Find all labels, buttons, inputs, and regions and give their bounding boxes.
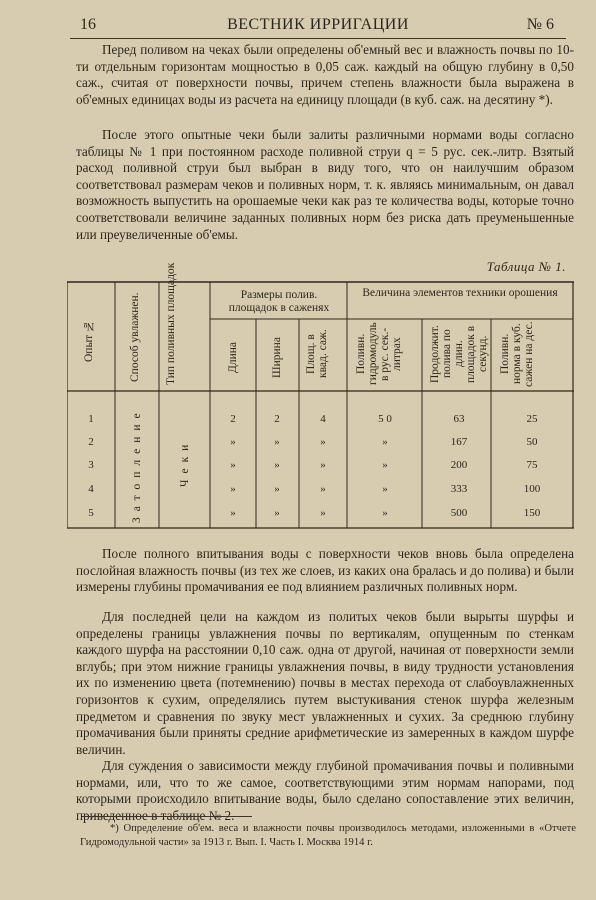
cell-hydromodule-1: 5 0 [378,413,392,425]
table-caption: Таблица № 1. [486,259,566,274]
issue-number: № 6 [526,16,554,33]
cell-area-4: » [320,483,326,495]
header-plot-sizes: Размеры полив. площадок в саженях [228,289,330,314]
paragraph-3: После полного впитывания воды с поверхности чеков вновь была определена послойная влажность почвы (из тех же слоев, из каких она бралась и до полива) и были измерены глубины промачивания ее под влиянием различных поливных норм. [76,546,574,595]
cell-norm-5: 150 [523,507,541,519]
cell-n-1: 1 [88,413,94,425]
header-length: Длина [227,342,239,374]
cell-length-1: 2 [230,413,236,425]
cell-hydromodule-5: » [382,507,388,519]
paragraph-4: Для последней цели на каждом из политых чеков были вырыты шурфы и определены границы увлажнения почвы по вертикалям, опущенным по стенкам каждого шурфа на расстоянии 0,10 саж. одна от другой, начиная от поверхности земли вглубь; при этом нижние границы увлажнения почвы, в виду трудности установления их по изменению цвета (потемнению) почвы в местах перехода от слабоувлажненных горизонтов к сухим, определялись путем выстукивания стенок шурфа железным предметом и сравнения по звуку мест увлажненных и сухих. За среднюю глубину промачивания были приняты средние арифметические из замеренных в каждом шурфе величин. [76,609,574,757]
paragraph-2: После этого опытные чеки были залиты различными нормами воды согласно таблицы № 1 при постоянном расходе поливной струи q = 5 рус. сек.-литр. Взятый расход поливной струи был выбран в виду того, что он наилучшим образом соответствовал размерам чеков и поливных норм, т. к. являясь минимальным, он давал возможность выпустить на орошаемые чеки как раз те количества воды, которые точно соответствовали величине заданных поливных норм без риска дать преуменьшенные или преувеличенные об'емы. [76,127,574,242]
header-rule [70,38,566,39]
page-number: 16 [80,16,96,33]
cell-hydromodule-4: » [382,483,388,495]
cell-norm-2: 50 [526,436,538,448]
cell-norm-4: 100 [523,483,541,495]
cell-hydromodule-2: » [382,436,388,448]
paragraph-5: Для суждения о зависимости между глубиной промачивания почвы и поливными нормами, или, что то же самое, соответствующими этим нормам напорами, под которыми происходило впитывание воды, было сделано сопоставление этих величин, приведенное в таблице № 2. [76,758,574,823]
cell-n-5: 5 [88,507,94,519]
header-irrigation-elements: Величина элементов техники орошения [362,287,558,299]
cell-width-2: » [274,436,280,448]
cell-duration-3: 200 [450,459,468,471]
cell-duration-5: 500 [450,507,468,519]
cell-norm-1: 25 [526,413,538,425]
header-method: Способ увлажнен. [129,292,141,382]
type-vertical-label: Чеки [179,438,191,487]
header-width: Ширина [271,337,283,379]
footnote: *) Определение об'ем. веса и влажности почвы производилось методами, изложенными в «Отчете Гидромодульной части» за 1913 г. Вып. I. Часть I. Москва 1914 г. [80,823,576,848]
footnote-rule [82,816,252,817]
cell-length-4: » [230,483,236,495]
header-hydromodule: Поливн. гидромодуль в рус. сек.-литрах [355,322,403,386]
cell-width-5: » [274,507,280,519]
header-norm: Поливн. норма в куб. сажен на дес. [499,321,535,387]
cell-width-4: » [274,483,280,495]
paragraph-1: Перед поливом на чеках были определены об'емный вес и влажность почвы по 10-ти отдельным горизонтам мощностью в 0,05 саж. каждый на общую глубину в 0,50 саж., считая от поверхности почвы, причем степень влажности была выражена в об'емных единицах воды из расчета на единицу площади (в куб. саж. на десятину *). [76,42,574,107]
cell-n-3: 3 [88,459,94,471]
cell-area-3: » [320,459,326,471]
method-vertical-label: Затопление [131,407,143,523]
cell-duration-4: 333 [450,483,468,495]
header-experiment-no: Опыт № [83,319,95,363]
header-duration: Продолжит. полива по длин. площадок в секунд. [429,325,489,383]
cell-area-5: » [320,507,326,519]
cell-n-4: 4 [88,483,94,495]
header-area: Площ. в квад. саж. [305,329,329,379]
cell-duration-1: 63 [453,413,465,425]
cell-area-1: 4 [320,413,326,425]
header-plot-type: Тип поливных площадок [165,262,177,385]
cell-n-2: 2 [88,436,94,448]
running-header [70,14,566,38]
cell-duration-2: 167 [450,436,468,448]
cell-norm-3: 75 [526,459,538,471]
cell-length-5: » [230,507,236,519]
cell-length-2: » [230,436,236,448]
cell-width-1: 2 [274,413,280,425]
journal-title: ВЕСТНИК ИРРИГАЦИИ [227,16,409,33]
cell-width-3: » [274,459,280,471]
cell-hydromodule-3: » [382,459,388,471]
cell-area-2: » [320,436,326,448]
cell-length-3: » [230,459,236,471]
